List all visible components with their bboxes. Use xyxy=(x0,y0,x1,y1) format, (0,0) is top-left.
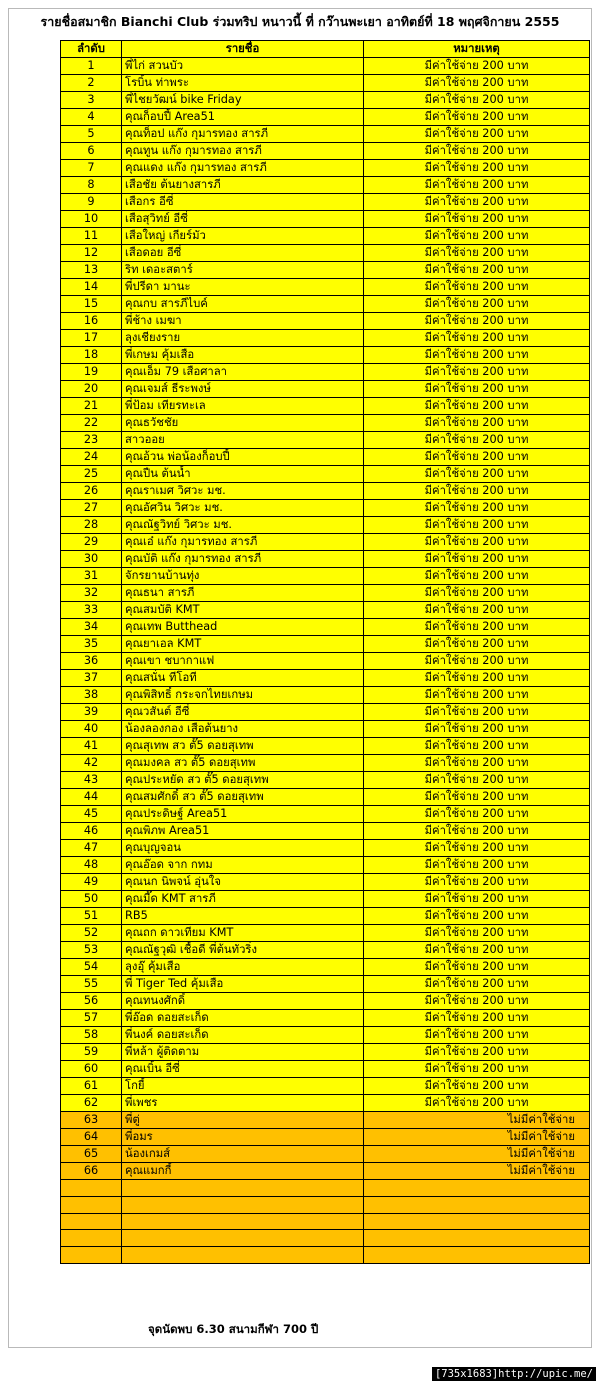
row-note: มีค่าใช้จ่าย 200 บาท xyxy=(364,568,590,585)
row-name: คุณสมศักดิ์ สว ตั๊5 ดอยสุเทพ xyxy=(122,789,364,806)
row-number: 25 xyxy=(61,466,122,483)
row-name: คุณสนั่น ทีโอที xyxy=(122,670,364,687)
row-note: มีค่าใช้จ่าย 200 บาท xyxy=(364,449,590,466)
row-number: 63 xyxy=(61,1112,122,1129)
table-row xyxy=(61,432,590,449)
row-name: พี่อ๊อด ดอยสะเก็ด xyxy=(122,1010,364,1027)
row-name: คุณบุญจอน xyxy=(122,840,364,857)
row-number xyxy=(61,1230,122,1247)
row-number: 7 xyxy=(61,160,122,177)
row-name: พี่นงค์ ดอยสะเก็ด xyxy=(122,1027,364,1044)
row-number: 10 xyxy=(61,211,122,228)
row-number: 56 xyxy=(61,993,122,1010)
row-name: คุณธวัชชัย xyxy=(122,415,364,432)
table-row xyxy=(61,262,590,279)
row-name: พี่เพชร xyxy=(122,1095,364,1112)
row-number: 40 xyxy=(61,721,122,738)
row-name: คุณนก นิพจน์ อุ่นใจ xyxy=(122,874,364,891)
row-number: 46 xyxy=(61,823,122,840)
row-number: 66 xyxy=(61,1163,122,1180)
row-name: คุณประหยัด สว ตั๊5 ดอยสุเทพ xyxy=(122,772,364,789)
header-name: รายชื่อ xyxy=(122,41,364,58)
row-number: 13 xyxy=(61,262,122,279)
row-name: โกยี้ xyxy=(122,1078,364,1095)
row-number: 37 xyxy=(61,670,122,687)
table-row xyxy=(61,449,590,466)
row-note: มีค่าใช้จ่าย 200 บาท xyxy=(364,670,590,687)
row-name: คุณธนา สารภี xyxy=(122,585,364,602)
table-row xyxy=(61,1095,590,1112)
row-note: มีค่าใช้จ่าย 200 บาท xyxy=(364,908,590,925)
row-note: มีค่าใช้จ่าย 200 บาท xyxy=(364,755,590,772)
row-note: มีค่าใช้จ่าย 200 บาท xyxy=(364,840,590,857)
row-name xyxy=(122,1196,364,1213)
table-row xyxy=(61,704,590,721)
table-row xyxy=(61,364,590,381)
table-row xyxy=(61,1213,590,1230)
table-row xyxy=(61,636,590,653)
row-name xyxy=(122,1180,364,1197)
member-table xyxy=(60,40,590,1264)
row-note: มีค่าใช้จ่าย 200 บาท xyxy=(364,92,590,109)
table-row xyxy=(61,1010,590,1027)
row-note: มีค่าใช้จ่าย 200 บาท xyxy=(364,347,590,364)
row-number: 48 xyxy=(61,857,122,874)
row-note: มีค่าใช้จ่าย 200 บาท xyxy=(364,160,590,177)
row-note: มีค่าใช้จ่าย 200 บาท xyxy=(364,296,590,313)
row-name: พี่ไก่ สวนบัว xyxy=(122,58,364,75)
row-name: พี่ Tiger Ted คุ้มเสือ xyxy=(122,976,364,993)
table-row xyxy=(61,1112,590,1129)
table-row xyxy=(61,857,590,874)
table-row xyxy=(61,1061,590,1078)
row-number: 20 xyxy=(61,381,122,398)
row-number: 15 xyxy=(61,296,122,313)
row-name: พี่ไชยวัฒน์ bike Friday xyxy=(122,92,364,109)
row-number: 16 xyxy=(61,313,122,330)
row-name: สาวออย xyxy=(122,432,364,449)
row-note: มีค่าใช้จ่าย 200 บาท xyxy=(364,1061,590,1078)
table-row xyxy=(61,687,590,704)
table-row xyxy=(61,330,590,347)
table-row xyxy=(61,721,590,738)
row-number: 24 xyxy=(61,449,122,466)
row-number: 42 xyxy=(61,755,122,772)
row-number: 2 xyxy=(61,75,122,92)
row-note: มีค่าใช้จ่าย 200 บาท xyxy=(364,1078,590,1095)
row-number xyxy=(61,1180,122,1197)
row-note xyxy=(364,1247,590,1264)
table-row xyxy=(61,1027,590,1044)
row-name: คุณเจมส์ ธีระพงษ์ xyxy=(122,381,364,398)
row-name: คุณณัฐวุฒิ เชื้อดี พี่ต้นทัวริ่ง xyxy=(122,942,364,959)
row-note: มีค่าใช้จ่าย 200 บาท xyxy=(364,432,590,449)
row-name: คุณทนงศักดิ์ xyxy=(122,993,364,1010)
row-number: 8 xyxy=(61,177,122,194)
table-row xyxy=(61,1196,590,1213)
row-number xyxy=(61,1247,122,1264)
table-row xyxy=(61,1247,590,1264)
table-header-row xyxy=(61,41,590,58)
row-number: 54 xyxy=(61,959,122,976)
row-note: มีค่าใช้จ่าย 200 บาท xyxy=(364,602,590,619)
row-name: คุณอ้วน พ่อน้องก็อบปี้ xyxy=(122,449,364,466)
row-note: มีค่าใช้จ่าย 200 บาท xyxy=(364,585,590,602)
table-row xyxy=(61,517,590,534)
row-name: คุณเบิ้น อีซี่ xyxy=(122,1061,364,1078)
row-name: คุณทูน แก๊ง กุมารทอง สารภี xyxy=(122,143,364,160)
table-row xyxy=(61,1180,590,1197)
row-number: 35 xyxy=(61,636,122,653)
row-note: มีค่าใช้จ่าย 200 บาท xyxy=(364,993,590,1010)
row-name: คุณแดง แก๊ง กุมารทอง สารภี xyxy=(122,160,364,177)
row-name: คุณประดิษฐ์ Area51 xyxy=(122,806,364,823)
table-row xyxy=(61,347,590,364)
row-name: คุณเขา ชบากาแฟ xyxy=(122,653,364,670)
row-number: 9 xyxy=(61,194,122,211)
row-note xyxy=(364,1213,590,1230)
row-note: มีค่าใช้จ่าย 200 บาท xyxy=(364,534,590,551)
row-note: มีค่าใช้จ่าย 200 บาท xyxy=(364,942,590,959)
row-number: 38 xyxy=(61,687,122,704)
row-number: 17 xyxy=(61,330,122,347)
table-row xyxy=(61,993,590,1010)
table-row xyxy=(61,925,590,942)
table-row xyxy=(61,194,590,211)
row-note: มีค่าใช้จ่าย 200 บาท xyxy=(364,109,590,126)
row-number: 12 xyxy=(61,245,122,262)
table-row xyxy=(61,551,590,568)
row-number: 52 xyxy=(61,925,122,942)
page-title: รายชื่อสมาชิก Bianchi Club ร่วมทริป หนาวนี้ ที่ กว๊านพะเยา อาทิตย์ที่ 18 พฤศจิกายน 2555 xyxy=(40,14,560,29)
table-row xyxy=(61,1078,590,1095)
row-number: 31 xyxy=(61,568,122,585)
table-row xyxy=(61,976,590,993)
row-number: 18 xyxy=(61,347,122,364)
row-note: มีค่าใช้จ่าย 200 บาท xyxy=(364,874,590,891)
row-note: มีค่าใช้จ่าย 200 บาท xyxy=(364,313,590,330)
row-name xyxy=(122,1213,364,1230)
table-row xyxy=(61,483,590,500)
table-row xyxy=(61,1129,590,1146)
row-name: คุณณัฐวิทย์ วิศวะ มช. xyxy=(122,517,364,534)
row-name: เสือดอย อีซี่ xyxy=(122,245,364,262)
table-row xyxy=(61,466,590,483)
table-row xyxy=(61,772,590,789)
row-name: คุณมี๊ด KMT สารภี xyxy=(122,891,364,908)
table-row xyxy=(61,568,590,585)
table-row xyxy=(61,279,590,296)
row-note: มีค่าใช้จ่าย 200 บาท xyxy=(364,330,590,347)
row-number: 30 xyxy=(61,551,122,568)
table-row xyxy=(61,874,590,891)
meeting-point-note: จุดนัดพบ 6.30 สนามกีฬา 700 ปี xyxy=(148,1322,319,1336)
row-note: มีค่าใช้จ่าย 200 บาท xyxy=(364,177,590,194)
row-note xyxy=(364,1230,590,1247)
table-row xyxy=(61,619,590,636)
table-row xyxy=(61,823,590,840)
row-number: 45 xyxy=(61,806,122,823)
row-name: คุณพิภพ Area51 xyxy=(122,823,364,840)
row-name: พี่อมร xyxy=(122,1129,364,1146)
row-name: คุณกบ สารภีไบค์ xyxy=(122,296,364,313)
row-note: มีค่าใช้จ่าย 200 บาท xyxy=(364,517,590,534)
row-number: 6 xyxy=(61,143,122,160)
row-note: มีค่าใช้จ่าย 200 บาท xyxy=(364,364,590,381)
row-note: มีค่าใช้จ่าย 200 บาท xyxy=(364,228,590,245)
row-name: จักรยานบ้านทุ่ง xyxy=(122,568,364,585)
row-note: ไม่มีค่าใช้จ่าย xyxy=(364,1163,590,1180)
row-note: มีค่าใช้จ่าย 200 บาท xyxy=(364,126,590,143)
row-note: มีค่าใช้จ่าย 200 บาท xyxy=(364,381,590,398)
row-note: มีค่าใช้จ่าย 200 บาท xyxy=(364,1027,590,1044)
row-number: 58 xyxy=(61,1027,122,1044)
row-name: พี่ช้าง เมฆา xyxy=(122,313,364,330)
row-note: มีค่าใช้จ่าย 200 บาท xyxy=(364,58,590,75)
row-number: 43 xyxy=(61,772,122,789)
row-number: 32 xyxy=(61,585,122,602)
table-row xyxy=(61,670,590,687)
row-note: มีค่าใช้จ่าย 200 บาท xyxy=(364,738,590,755)
row-name: พี่ตู่ xyxy=(122,1112,364,1129)
row-name: โรบิ้น ท่าพระ xyxy=(122,75,364,92)
table-row xyxy=(61,313,590,330)
row-name: คุณก็อบปี้ Area51 xyxy=(122,109,364,126)
row-number: 41 xyxy=(61,738,122,755)
row-name: คุณเอ๋ แก๊ง กุมารทอง สารภี xyxy=(122,534,364,551)
row-name: คุณราเมศ วิศวะ มช. xyxy=(122,483,364,500)
row-note: มีค่าใช้จ่าย 200 บาท xyxy=(364,1010,590,1027)
table-row xyxy=(61,1230,590,1247)
table-row xyxy=(61,245,590,262)
row-name: คุณวสันต์ อีซี่ xyxy=(122,704,364,721)
row-number: 59 xyxy=(61,1044,122,1061)
row-note: มีค่าใช้จ่าย 200 บาท xyxy=(364,551,590,568)
row-note: มีค่าใช้จ่าย 200 บาท xyxy=(364,1095,590,1112)
row-name: คุณบัติ แก๊ง กุมารทอง สารภี xyxy=(122,551,364,568)
row-number: 1 xyxy=(61,58,122,75)
row-number: 27 xyxy=(61,500,122,517)
table-row xyxy=(61,177,590,194)
row-note: มีค่าใช้จ่าย 200 บาท xyxy=(364,483,590,500)
row-note: มีค่าใช้จ่าย 200 บาท xyxy=(364,415,590,432)
row-number: 39 xyxy=(61,704,122,721)
row-note: มีค่าใช้จ่าย 200 บาท xyxy=(364,279,590,296)
row-note: มีค่าใช้จ่าย 200 บาท xyxy=(364,772,590,789)
row-number: 50 xyxy=(61,891,122,908)
row-name: คุณถก ดาวเทียม KMT xyxy=(122,925,364,942)
row-name: ลุงเชียงราย xyxy=(122,330,364,347)
row-number: 47 xyxy=(61,840,122,857)
row-name: คุณเอ็ม 79 เสือศาลา xyxy=(122,364,364,381)
table-body xyxy=(61,58,590,1264)
row-number: 34 xyxy=(61,619,122,636)
row-note: มีค่าใช้จ่าย 200 บาท xyxy=(364,891,590,908)
row-note: มีค่าใช้จ่าย 200 บาท xyxy=(364,687,590,704)
table-row xyxy=(61,789,590,806)
table-row xyxy=(61,1146,590,1163)
table-row xyxy=(61,891,590,908)
row-name: ลุงอุ๊ คุ้มเสือ xyxy=(122,959,364,976)
row-name: คุณอัศวิน วิศวะ มช. xyxy=(122,500,364,517)
row-note: มีค่าใช้จ่าย 200 บาท xyxy=(364,466,590,483)
table-row xyxy=(61,109,590,126)
table-row xyxy=(61,602,590,619)
row-number: 44 xyxy=(61,789,122,806)
row-number: 19 xyxy=(61,364,122,381)
row-note: มีค่าใช้จ่าย 200 บาท xyxy=(364,75,590,92)
row-number: 33 xyxy=(61,602,122,619)
row-note: มีค่าใช้จ่าย 200 บาท xyxy=(364,823,590,840)
row-number: 11 xyxy=(61,228,122,245)
row-number xyxy=(61,1196,122,1213)
table-row xyxy=(61,806,590,823)
row-number: 3 xyxy=(61,92,122,109)
row-number: 26 xyxy=(61,483,122,500)
row-number: 49 xyxy=(61,874,122,891)
table-row xyxy=(61,1163,590,1180)
row-number: 28 xyxy=(61,517,122,534)
table-row xyxy=(61,942,590,959)
row-number: 51 xyxy=(61,908,122,925)
row-note: มีค่าใช้จ่าย 200 บาท xyxy=(364,245,590,262)
table-row xyxy=(61,75,590,92)
row-name: พี่ป้อม เทียรทะเล xyxy=(122,398,364,415)
row-name xyxy=(122,1230,364,1247)
row-note: มีค่าใช้จ่าย 200 บาท xyxy=(364,789,590,806)
row-name: น้องเกมส์ xyxy=(122,1146,364,1163)
row-note: มีค่าใช้จ่าย 200 บาท xyxy=(364,619,590,636)
row-number: 62 xyxy=(61,1095,122,1112)
table-row xyxy=(61,296,590,313)
header-number: ลำดับ xyxy=(61,41,122,58)
row-note: มีค่าใช้จ่าย 200 บาท xyxy=(364,806,590,823)
table-row xyxy=(61,381,590,398)
table-row xyxy=(61,92,590,109)
row-name: เสือสุวิทย์ อีซี่ xyxy=(122,211,364,228)
row-number: 57 xyxy=(61,1010,122,1027)
row-name: คุณสุเทพ สว ตั๊5 ดอยสุเทพ xyxy=(122,738,364,755)
row-note: มีค่าใช้จ่าย 200 บาท xyxy=(364,721,590,738)
row-note: มีค่าใช้จ่าย 200 บาท xyxy=(364,959,590,976)
table-row xyxy=(61,398,590,415)
table-row xyxy=(61,585,590,602)
row-note: มีค่าใช้จ่าย 200 บาท xyxy=(364,704,590,721)
table-row xyxy=(61,58,590,75)
row-note: มีค่าใช้จ่าย 200 บาท xyxy=(364,398,590,415)
table-row xyxy=(61,959,590,976)
table-row xyxy=(61,143,590,160)
row-name: คุณมงคล สว ตั๊5 ดอยสุเทพ xyxy=(122,755,364,772)
row-number: 55 xyxy=(61,976,122,993)
row-note: ไม่มีค่าใช้จ่าย xyxy=(364,1146,590,1163)
row-number: 36 xyxy=(61,653,122,670)
table-row xyxy=(61,211,590,228)
row-number: 4 xyxy=(61,109,122,126)
image-watermark: [735x1683]http://upic.me/ xyxy=(432,1367,596,1381)
table-row xyxy=(61,160,590,177)
row-name xyxy=(122,1247,364,1264)
row-note: มีค่าใช้จ่าย 200 บาท xyxy=(364,262,590,279)
row-note: มีค่าใช้จ่าย 200 บาท xyxy=(364,976,590,993)
row-note xyxy=(364,1180,590,1197)
row-name: ริท เดอะสตาร์ xyxy=(122,262,364,279)
table-row xyxy=(61,126,590,143)
row-number: 64 xyxy=(61,1129,122,1146)
row-note: มีค่าใช้จ่าย 200 บาท xyxy=(364,143,590,160)
row-note: มีค่าใช้จ่าย 200 บาท xyxy=(364,653,590,670)
table-row xyxy=(61,415,590,432)
row-note: มีค่าใช้จ่าย 200 บาท xyxy=(364,925,590,942)
row-name: เสือชัย ต้นยางสารภี xyxy=(122,177,364,194)
row-number: 65 xyxy=(61,1146,122,1163)
row-number: 29 xyxy=(61,534,122,551)
row-note: มีค่าใช้จ่าย 200 บาท xyxy=(364,500,590,517)
row-name: พี่หล้า ผู้ติดตาม xyxy=(122,1044,364,1061)
row-note: มีค่าใช้จ่าย 200 บาท xyxy=(364,194,590,211)
row-name: น้องลองกอง เสือต้นยาง xyxy=(122,721,364,738)
row-number: 61 xyxy=(61,1078,122,1095)
row-number: 53 xyxy=(61,942,122,959)
table-row xyxy=(61,653,590,670)
row-note: มีค่าใช้จ่าย 200 บาท xyxy=(364,857,590,874)
row-name: เสือใหญ่ เกียร์มัว xyxy=(122,228,364,245)
row-number xyxy=(61,1213,122,1230)
row-name: พี่เกษม คุ้มเสือ xyxy=(122,347,364,364)
row-name: คุณท็อป แก๊ง กุมารทอง สารภี xyxy=(122,126,364,143)
table-row xyxy=(61,738,590,755)
row-note: ไม่มีค่าใช้จ่าย xyxy=(364,1112,590,1129)
row-name: คุณสมบัติ KMT xyxy=(122,602,364,619)
row-name: คุณอ๊อด จาก กทม xyxy=(122,857,364,874)
row-number: 23 xyxy=(61,432,122,449)
row-note: มีค่าใช้จ่าย 200 บาท xyxy=(364,211,590,228)
table-row xyxy=(61,500,590,517)
row-name: คุณยาเอล KMT xyxy=(122,636,364,653)
row-number: 21 xyxy=(61,398,122,415)
row-name: คุณปืน ต้นน้ำ xyxy=(122,466,364,483)
row-number: 14 xyxy=(61,279,122,296)
row-number: 22 xyxy=(61,415,122,432)
table-row xyxy=(61,908,590,925)
header-note: หมายเหตุ xyxy=(364,41,590,58)
table-row xyxy=(61,755,590,772)
table-row xyxy=(61,534,590,551)
row-name: คุณเทพ Butthead xyxy=(122,619,364,636)
row-number: 5 xyxy=(61,126,122,143)
row-note: มีค่าใช้จ่าย 200 บาท xyxy=(364,1044,590,1061)
row-number: 60 xyxy=(61,1061,122,1078)
table-row xyxy=(61,228,590,245)
row-note xyxy=(364,1196,590,1213)
row-name: เสือกร อีซี่ xyxy=(122,194,364,211)
table-row xyxy=(61,1044,590,1061)
row-name: RB5 xyxy=(122,908,364,925)
row-name: พี่ปรีดา มานะ xyxy=(122,279,364,296)
row-note: ไม่มีค่าใช้จ่าย xyxy=(364,1129,590,1146)
table-row xyxy=(61,840,590,857)
row-note: มีค่าใช้จ่าย 200 บาท xyxy=(364,636,590,653)
row-name: คุณแมกกี้ xyxy=(122,1163,364,1180)
row-name: คุณพิสิทธิ์ กระจกไทยเกษม xyxy=(122,687,364,704)
